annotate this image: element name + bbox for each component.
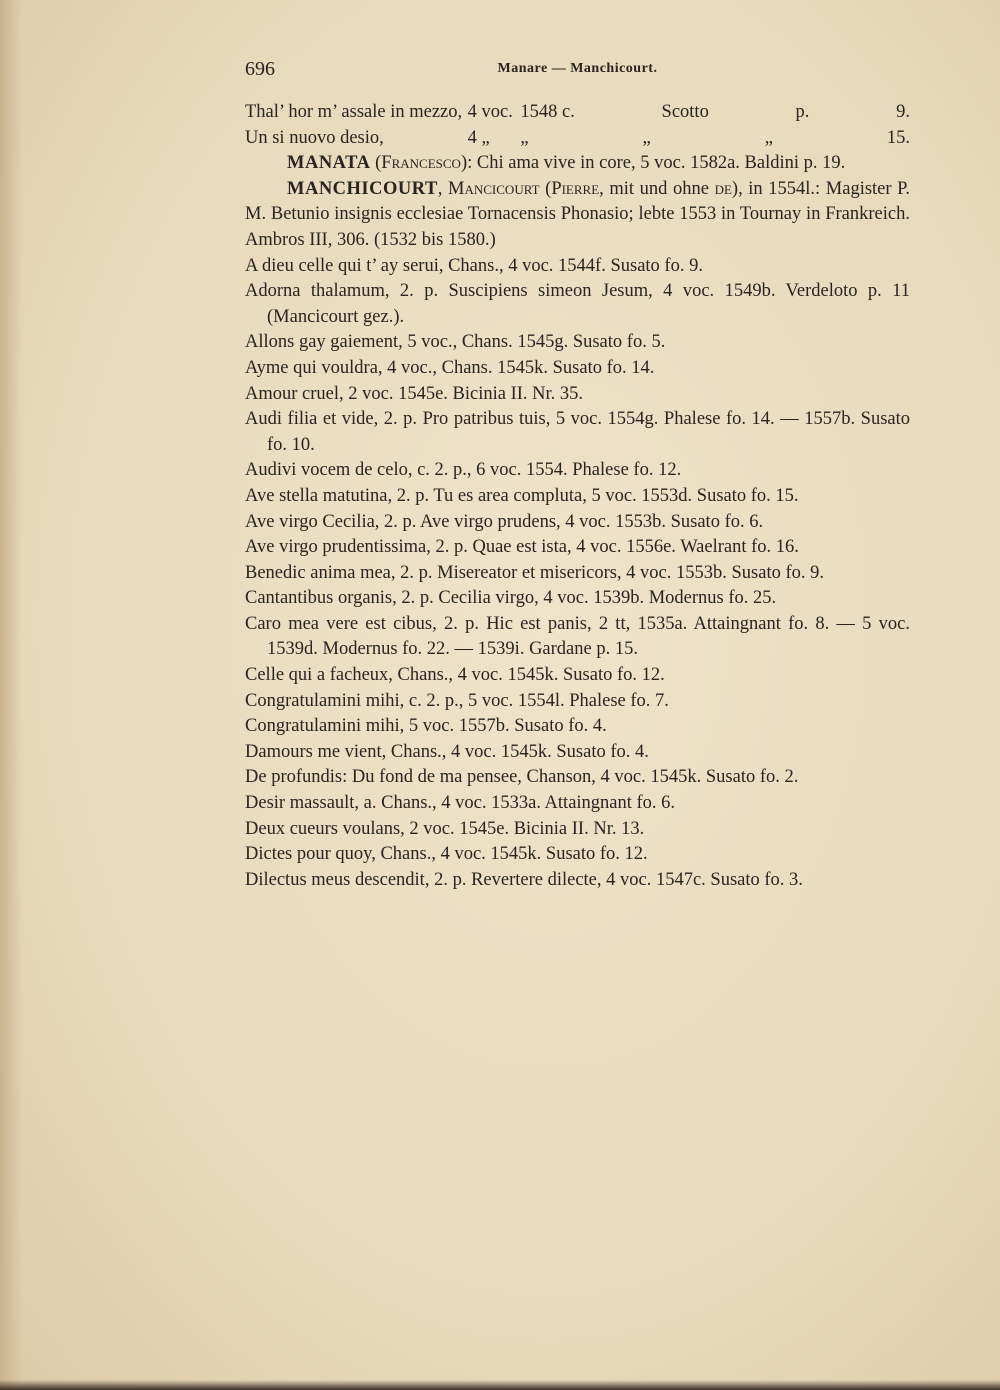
composer-name: MANCHICOURT <box>287 178 438 199</box>
row-title: Thal’ hor m’ assale in mezzo, <box>245 102 463 122</box>
entry-text: Baldini p. 19. <box>744 153 846 174</box>
running-title: Manare — Manchicourt. <box>497 61 658 76</box>
list-item: Audi filia et vide, 2. p. Pro patribus tuis, 5 voc. 1554g. Phalese fo. 14. — 1557b. Susato fo. 10. <box>245 409 910 455</box>
list-item: Adorna thalamum, 2. p. Suscipiens simeon Jesum, 4 voc. 1549b. Verdeloto p. 11 (Mancicourt gez.). <box>245 281 910 327</box>
composer-given-name: Francesco <box>381 153 461 174</box>
table-row <box>245 126 910 152</box>
row-voices: 4 „ <box>467 127 490 148</box>
table-row <box>245 100 910 126</box>
composer-name: MANATA <box>287 153 371 174</box>
list-item: Congratulamini mihi, 5 voc. 1557b. Susato fo. 4. <box>245 716 607 737</box>
entry-text: : Chi ama vive in core, 5 voc. 1582a. <box>467 153 740 174</box>
list-item: Amour cruel, 2 voc. 1545e. Bicinia II. Nr. 35. <box>245 383 584 404</box>
list-item: Allons gay gaiement, 5 voc., Chans. 1545g. Susato fo. 5. <box>245 332 666 353</box>
works-list <box>245 254 910 894</box>
list-item: Benedic anima mea, 2. p. Misereator et misericors, 4 voc. 1553b. Susato fo. 9. <box>245 562 825 583</box>
list-item: Damours me vient, Chans., 4 voc. 1545k. Susato fo. 4. <box>245 741 649 762</box>
entry-text: ), in 1554l.: Magister P. M. Betunio insignis ecclesiae Tornacensis Phonasio; lebte 1553 in Tournay in Frankreich. Ambros III, 306. (1532 bis 1580.) <box>245 178 910 250</box>
list-item: Deux cueurs voulans, 2 voc. 1545e. Bicinia II. Nr. 13. <box>245 818 645 839</box>
list-item: Celle qui a facheux, Chans., 4 voc. 1545k. Susato fo. 12. <box>245 665 665 686</box>
running-header <box>245 58 910 82</box>
list-item: Caro mea vere est cibus, 2. p. Hic est panis, 2 tt, 1535a. Attaingnant fo. 8. — 5 voc. 1539d. Modernus fo. 22. — 1539i. Gardane p. 15. <box>245 613 910 660</box>
row-source: 1548 c. Scotto p. 9. <box>520 102 910 122</box>
row-title: Un si nuovo desio, <box>245 127 384 148</box>
list-item: Ave virgo prudentissima, 2. p. Quae est ista, 4 voc. 1556e. Waelrant fo. 16. <box>245 537 799 558</box>
composer-entry-manchicourt: MANCHICOURT, Mancicourt (Pierre, mit und ohne de), in 1554l.: Magister P. M. Betunio insignis ecclesiae Tornacensis Phonasio; lebte 1553 in Tournay in Frankreich. Ambros III, 306. (1532 bis 1580.) <box>245 178 910 250</box>
list-item: Dilectus meus descendit, 2. p. Revertere dilecte, 4 voc. 1547c. Susato fo. 3. <box>245 869 803 890</box>
row-voices: 4 voc. <box>467 102 513 122</box>
page-body <box>245 100 910 893</box>
list-item: Cantantibus organis, 2. p. Cecilia virgo, 4 voc. 1539b. Modernus fo. 25. <box>245 588 777 609</box>
row-source: „ „ „ 15. <box>520 127 910 148</box>
list-item: Congratulamini mihi, c. 2. p., 5 voc. 1554l. Phalese fo. 7. <box>245 690 669 711</box>
composer-entry-manata: MANATA (Francesco): Chi ama vive in core, 5 voc. 1582a. Baldini p. 19. <box>287 153 846 174</box>
list-item: Dictes pour quoy, Chans., 4 voc. 1545k. Susato fo. 12. <box>245 844 648 865</box>
list-item: Desir massault, a. Chans., 4 voc. 1533a. Attaingnant fo. 6. <box>245 793 676 814</box>
particle-de: de <box>714 178 732 199</box>
list-item: Ave stella matutina, 2. p. Tu es area compluta, 5 voc. 1553d. Susato fo. 15. <box>245 485 799 506</box>
list-item: De profundis: Du fond de ma pensee, Chanson, 4 voc. 1545k. Susato fo. 2. <box>245 767 799 788</box>
list-item: Ave virgo Cecilia, 2. p. Ave virgo prudens, 4 voc. 1553b. Susato fo. 6. <box>245 511 764 532</box>
list-item: A dieu celle qui t’ ay serui, Chans., 4 voc. 1544f. Susato fo. 9. <box>245 255 703 276</box>
composer-alt-name: Mancicourt <box>448 178 540 199</box>
composer-given-name: Pierre <box>551 178 600 199</box>
list-item: Ayme qui vouldra, 4 voc., Chans. 1545k. Susato fo. 14. <box>245 357 655 378</box>
list-item: Audivi vocem de celo, c. 2. p., 6 voc. 1554. Phalese fo. 12. <box>245 460 682 481</box>
page-number: 696 <box>245 58 275 80</box>
